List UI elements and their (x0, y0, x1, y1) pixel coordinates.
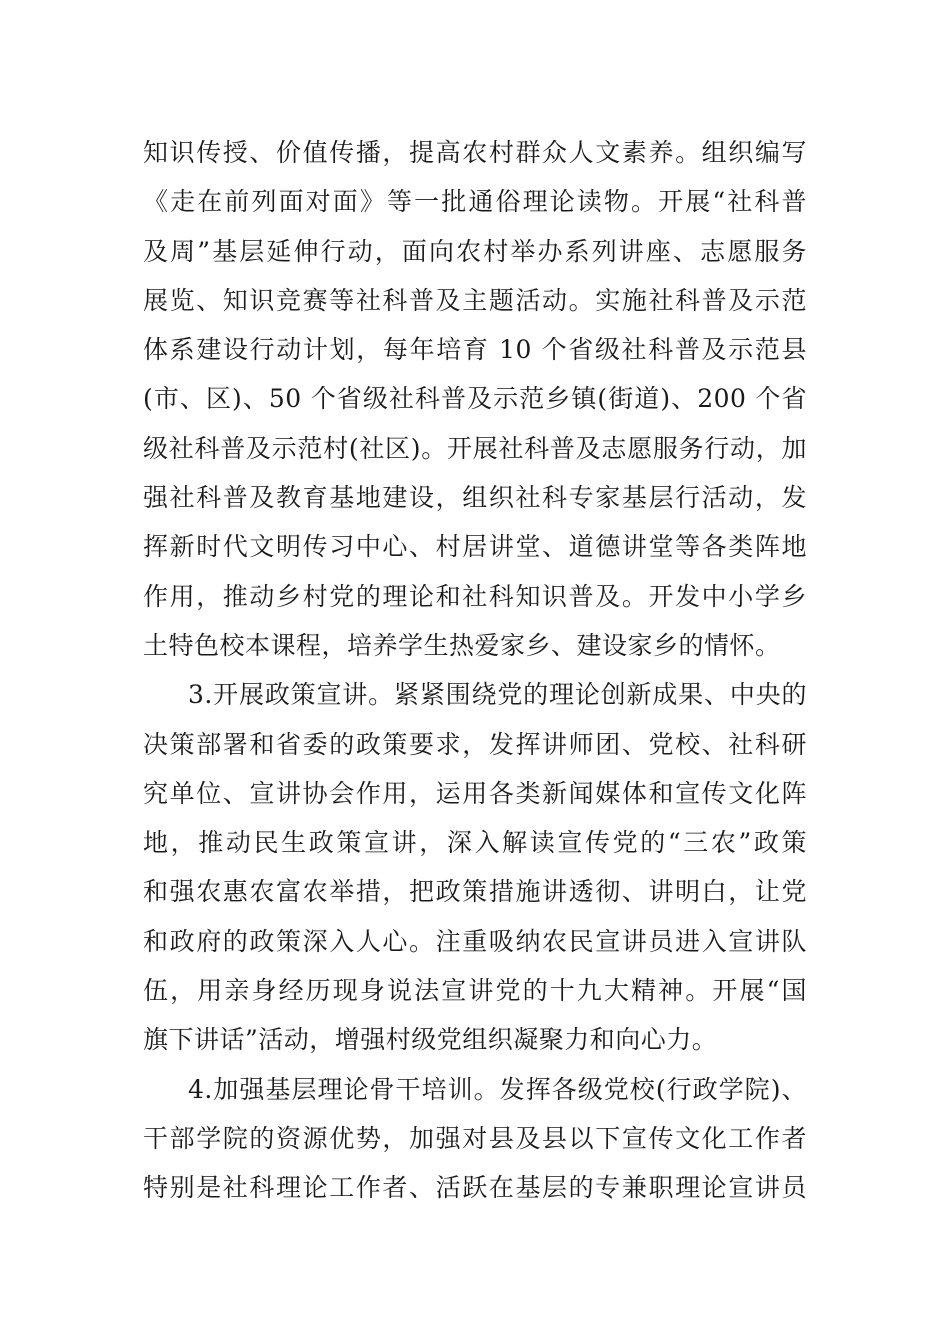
paragraph (143, 1065, 807, 1213)
text-line: 级社科普及示范村(社区)。开展社科普及志愿服务行动，加 (143, 433, 807, 463)
text-line: 和强农惠农富农举措，把政策措施讲透彻、讲明白，让党 (143, 877, 807, 907)
text-line: 土特色校本课程，培养学生热爱家乡、建设家乡的情怀。 (143, 630, 781, 660)
text-line: 伍，用亲身经历现身说法宣讲党的十九大精神。开展“国 (143, 976, 807, 1006)
text-line: 旗下讲话”活动，增强村级党组织凝聚力和向心力。 (143, 1025, 718, 1055)
text-line: 特别是社科理论工作者、活跃在基层的专兼职理论宣讲员 (143, 1173, 807, 1203)
text-line: 和政府的政策深入人心。注重吸纳农民宣讲员进入宣讲队 (143, 926, 807, 956)
text-line: 作用，推动乡村党的理论和社科知识普及。开发中小学乡 (143, 581, 807, 611)
body-text (143, 128, 807, 1213)
text-line: 体系建设行动计划，每年培育 10 个省级社科普及示范县 (143, 335, 807, 365)
text-line: 挥新时代文明传习中心、村居讲堂、道德讲堂等各类阵地 (143, 532, 807, 562)
text-line: (市、区)、50 个省级社科普及示范乡镇(街道)、200 个省 (143, 384, 807, 414)
text-line: 4.加强基层理论骨干培训。发挥各级党校(行政学院)、 (188, 1074, 807, 1104)
text-line: 及周”基层延伸行动，面向农村举办系列讲座、志愿服务 (143, 236, 807, 266)
text-line: 《走在前列面对面》等一批通俗理论读物。开展“社科普 (143, 187, 807, 217)
paragraph (143, 128, 807, 670)
text-line: 决策部署和省委的政策要求，发挥讲师团、党校、社科研 (143, 729, 807, 759)
text-line: 展览、知识竞赛等社科普及主题活动。实施社科普及示范 (143, 285, 807, 315)
text-line: 干部学院的资源优势，加强对县及县以下宣传文化工作者 (143, 1123, 807, 1153)
text-line: 3.开展政策宣讲。紧紧围绕党的理论创新成果、中央的 (188, 680, 807, 710)
text-line: 究单位、宣讲协会作用，运用各类新闻媒体和宣传文化阵 (143, 778, 807, 808)
text-line: 地，推动民生政策宣讲，深入解读宣传党的“三农”政策 (143, 828, 807, 858)
text-line: 知识传授、价值传播，提高农村群众人文素养。组织编写 (143, 138, 807, 167)
text-line: 强社科普及教育基地建设，组织社科专家基层行活动，发 (143, 483, 807, 513)
paragraph (143, 670, 807, 1064)
